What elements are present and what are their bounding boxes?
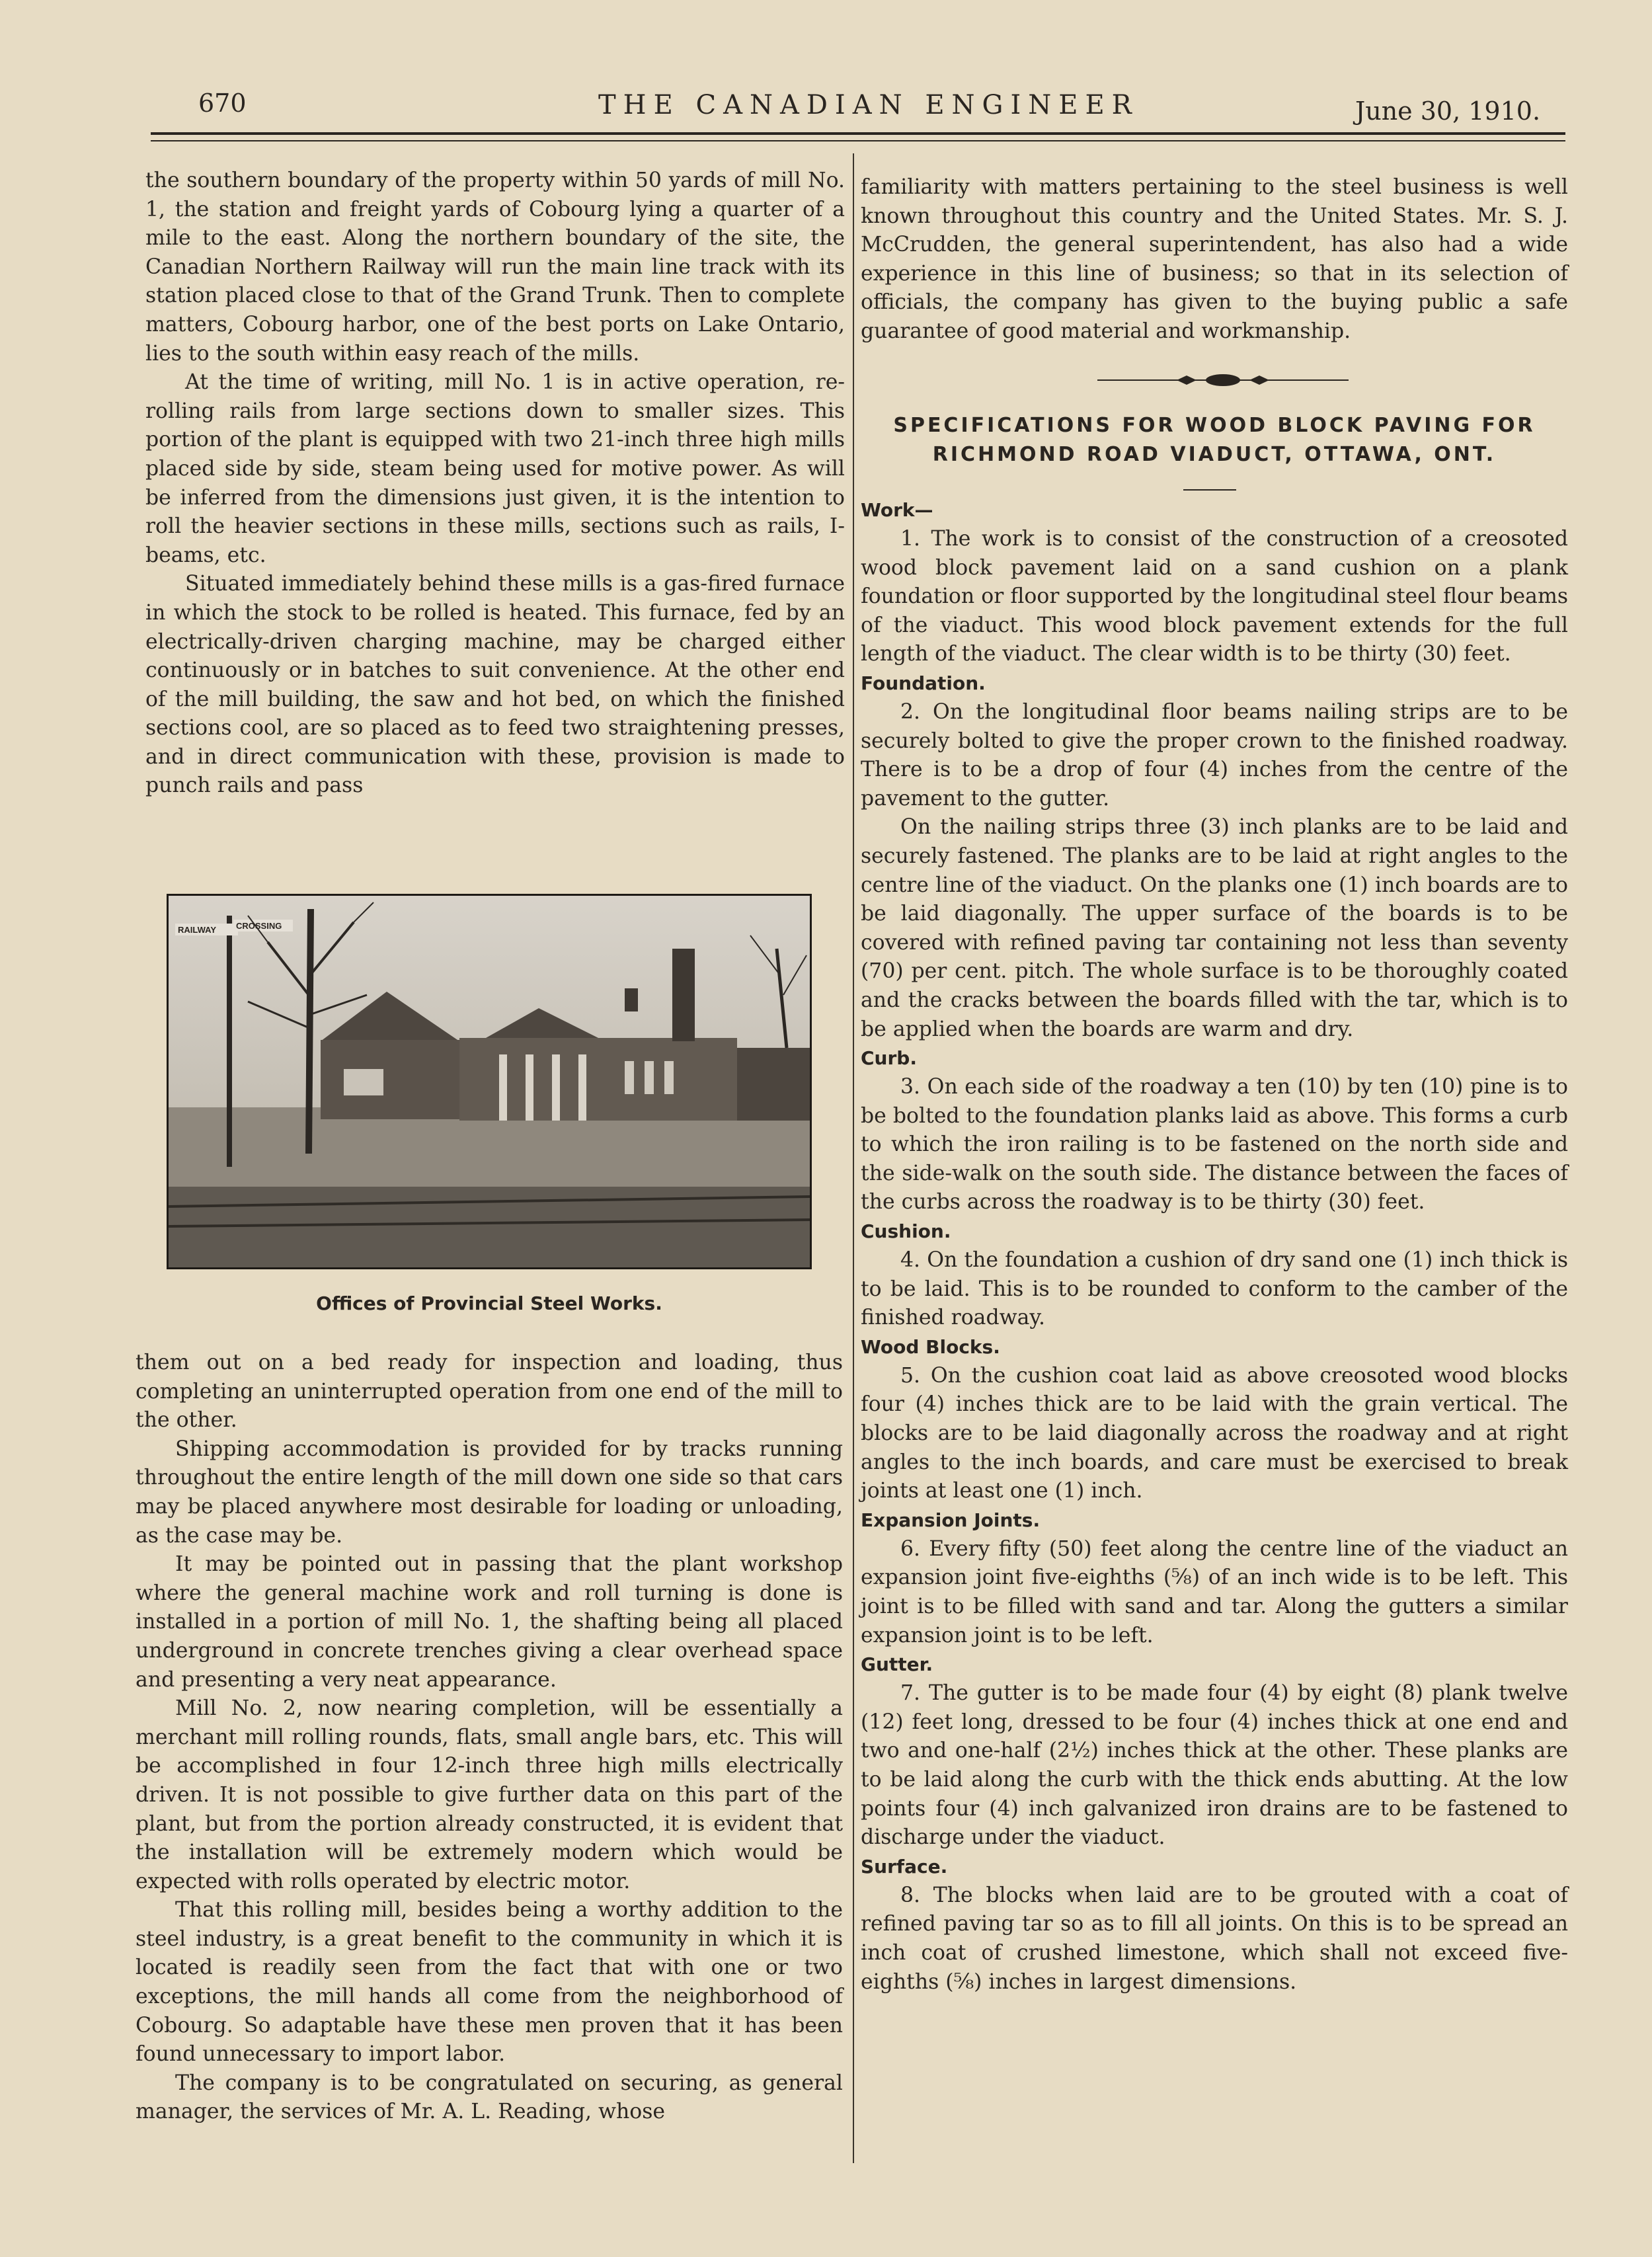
offices-photograph — [167, 894, 812, 1269]
spec-title — [861, 411, 1568, 469]
section-heading: Foundation. — [861, 672, 986, 694]
spec-title-rule — [1183, 489, 1236, 491]
page-number: 670 — [198, 89, 247, 118]
paragraph: familiarity with matters pertaining to the steel business is well known throughout this country and the United States. Mr. S. J. McCrudden, the general superintendent, has also had a wide experience in this line of business; so that in its selection of officials, the company has given to the buying public a safe guarantee of good material and workmanship. — [861, 175, 1568, 343]
section-heading: Gutter. — [861, 1653, 933, 1676]
left-column-top — [145, 167, 845, 801]
header-rule — [151, 132, 1565, 135]
paragraph: Situated immediately behind these mills is a gas-fired furnace in which the stock to be rolled is heated. This furnace, fed by an electrically-driven charging machine, may be charged either continuously or in batches to suit convenience. At the other end of the mill building, the saw and hot bed, on which the finished sections cool, are so placed as to feed two straightening presses, and in direct communication with these, provision is made to punch rails and pass — [145, 572, 845, 798]
section-heading: Wood Blocks. — [861, 1335, 1000, 1358]
section-heading: Work— — [861, 499, 933, 521]
paragraph: Mill No. 2, now nearing completion, will be essentially a merchant mill rolling rounds, flats, small angle bars, etc. This will be accomplished in four 12-inch three high mills electrically driven. It is not possible to give further data on this part of the plant, but from the portion already constructed, it is evident that the installation will be extremely modern which would be expected with rolls operated by electric motor. — [136, 1696, 843, 1893]
photo-illustration — [169, 896, 810, 1267]
paragraph: 4. On the foundation a cushion of dry sand one (1) inch thick is to be laid. This is to be rounded to conform to the camber of the finished roadway. — [861, 1248, 1568, 1330]
issue-date: June 30, 1910. — [1355, 97, 1541, 126]
photo-caption: Offices of Provincial Steel Works. — [316, 1292, 662, 1314]
header-rule-thin — [151, 140, 1565, 141]
section-ornament — [1097, 370, 1349, 390]
sign-left-text: RAILWAY — [178, 925, 217, 935]
section-heading: Curb. — [861, 1047, 917, 1070]
paragraph: 1. The work is to consist of the construction of a creosoted wood block pavement laid on a sand cushion on a plank foundation or floor supported by the longitudinal steel flour beams of the viaduct. This wood block pavement extends for the full length of the viaduct. The clear width is to be thirty (30) feet. — [861, 527, 1568, 666]
right-column-top — [861, 173, 1568, 346]
journal-title: THE CANADIAN ENGINEER — [598, 90, 1139, 120]
section-heading: Cushion. — [861, 1220, 951, 1243]
specifications-body — [861, 496, 1568, 1997]
paragraph: 7. The gutter is to be made four (4) by eight (8) plank twelve (12) feet long, dressed to be four (4) inches thick at one end and two and one-half (2½) inches thick at the other. These planks are to be laid along the curb with the thick ends abutting. At the low points four (4) inch galvanized iron drains are to be fastened to discharge under the viaduct. — [861, 1681, 1568, 1850]
paragraph: It may be pointed out in passing that the plant workshop where the general machine work and roll turning is done is installed in a portion of mill No. 1, the shafting being all placed underground in concrete trenches giving a clear overhead space and presenting a very neat appearance. — [136, 1552, 843, 1692]
paragraph: That this rolling mill, besides being a worthy addition to the steel industry, is a great benefit to the community in which it is located is readily seen from the fact that with one or two exceptions, the mill hands all come from the neighborhood of Cobourg. So adaptable have these men proven that it has been found unnecessary to import labor. — [136, 1898, 843, 2067]
paragraph: The company is to be congratulated on securing, as general manager, the services of Mr. A. L. Reading, whose — [136, 2071, 843, 2124]
paragraph: them out on a bed ready for inspection and loading, thus completing an uninterrupted operation from one end of the mill to the other. — [136, 1351, 843, 1433]
page-header — [152, 85, 1560, 138]
paragraph: At the time of writing, mill No. 1 is in active operation, re-rolling rails from large sections down to smaller sizes. This portion of the plant is equipped with two 21-inch three high mills placed side by side, steam being used for motive power. As will be inferred from the dimensions just given, it is the intention to roll the heavier sections in these mills, sections such as rails, I-beams, etc. — [145, 370, 845, 567]
paragraph: 6. Every fifty (50) feet along the centre line of the viaduct an expansion joint five-eighths (⅝) of an inch wide is to be left. This joint is to be filled with sand and tar. Along the gutters a similar expansion joint is to be left. — [861, 1536, 1568, 1647]
paragraph: Shipping accommodation is provided for by tracks running throughout the entire length of the mill down one side so that cars may be placed anywhere most desirable for loading or unloading, as the case may be. — [136, 1437, 843, 1548]
section-heading: Expansion Joints. — [861, 1509, 1041, 1531]
paragraph: 5. On the cushion coat laid as above creosoted wood blocks four (4) inches thick are to be laid with the grain vertical. The blocks are to be laid diagonally across the roadway and at right angles to the inch boards, and care must be exercised to break joints at least one (1) inch. — [861, 1363, 1568, 1503]
paragraph: 2. On the longitudinal floor beams nailing strips are to be securely bolted to give the proper crown to the finished roadway. There is to be a drop of four (4) inches from the centre of the pavement to the gutter. — [861, 699, 1568, 811]
section-heading: Surface. — [861, 1855, 948, 1878]
left-column-bottom — [136, 1349, 843, 2127]
sign-right-text: CROSSING — [236, 921, 282, 931]
paragraph: 8. The blocks when laid are to be grouted with a coat of refined paving tar so as to fill all joints. On this is to be spread an inch coat of crushed limestone, which shall not exceed five-eighths (⅝) inches in largest dimensions. — [861, 1883, 1568, 1994]
spec-title-line: SPECIFICATIONS FOR WOOD BLOCK PAVING FOR — [893, 414, 1536, 437]
spec-title-line: RICHMOND ROAD VIADUCT, OTTAWA, ONT. — [932, 443, 1497, 466]
column-divider — [853, 153, 854, 2163]
paragraph: the southern boundary of the property within 50 yards of mill No. 1, the station and freight yards of Cobourg lying a quarter of a mile to the east. Along the northern boundary of the site, the Canadian Northern Railway will run the main line track with its station placed close to that of the Grand Trunk. Then to complete matters, Cobourg harbor, one of the best ports on Lake Ontario, lies to the south within easy reach of the mills. — [145, 169, 845, 366]
paragraph: 3. On each side of the roadway a ten (10) by ten (10) pine is to be bolted to the foundation planks laid as above. This forms a curb to which the iron railing is to be fastened on the north side and the side-walk on the south side. The distance between the faces of the curbs across the roadway is to be thirty (30) feet. — [861, 1075, 1568, 1214]
paragraph: On the nailing strips three (3) inch planks are to be laid and securely fastened. The planks are to be laid at right angles to the centre line of the viaduct. On the planks one (1) inch boards are to be laid diagonally. The upper surface of the boards is to be covered with refined paving tar containing not less than seventy (70) per cent. pitch. The whole surface is to be thoroughly coated and the cracks between the boards filled with the tar, which is to be applied when the boards are warm and dry. — [861, 815, 1568, 1041]
